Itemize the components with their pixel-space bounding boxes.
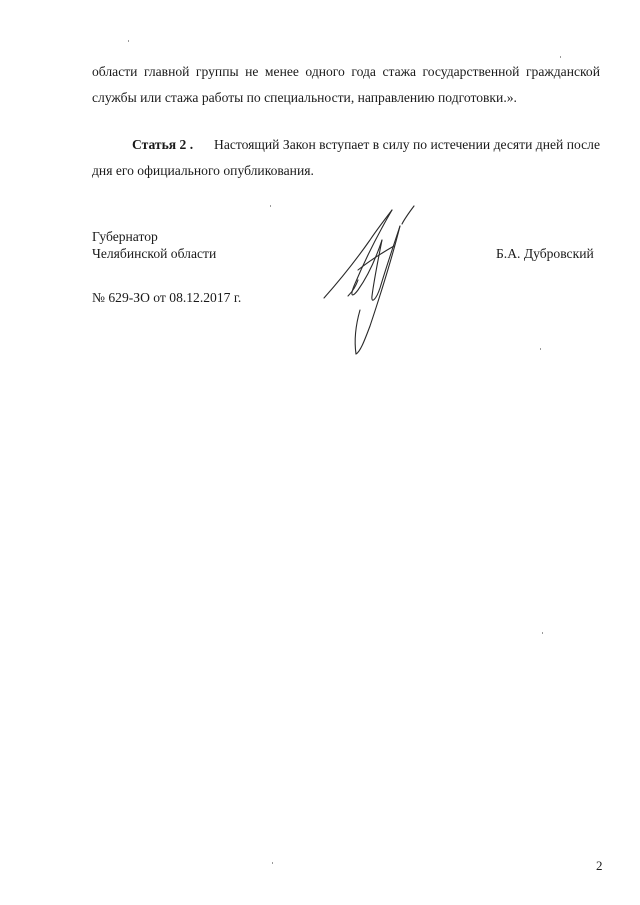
scan-speck xyxy=(560,56,561,58)
scan-speck xyxy=(272,862,273,864)
page-number: 2 xyxy=(596,858,603,873)
article-2-text: Настоящий Закон вступает в силу по истечении десяти дней после xyxy=(214,137,600,152)
signatory-position-line-1: Губернатор xyxy=(92,229,158,244)
signatory-name: Б.А. Дубровский xyxy=(496,246,594,261)
body-line-4: дня его официального опубликования. xyxy=(92,163,314,178)
body-line-1: области главной группы не менее одного года стажа государственной гражданской xyxy=(92,64,600,79)
body-line-2: службы или стажа работы по специальности, направлению подготовки.». xyxy=(92,90,517,105)
scan-speck xyxy=(270,205,271,207)
scan-speck xyxy=(542,632,543,634)
article-2-label: Статья 2 . xyxy=(132,137,194,152)
signatory-position-line-2: Челябинской области xyxy=(92,246,217,261)
scan-speck xyxy=(540,348,541,350)
law-number-and-date: № 629-ЗО от 08.12.2017 г. xyxy=(92,290,242,305)
handwritten-signature xyxy=(318,200,428,360)
scan-speck xyxy=(128,40,129,42)
